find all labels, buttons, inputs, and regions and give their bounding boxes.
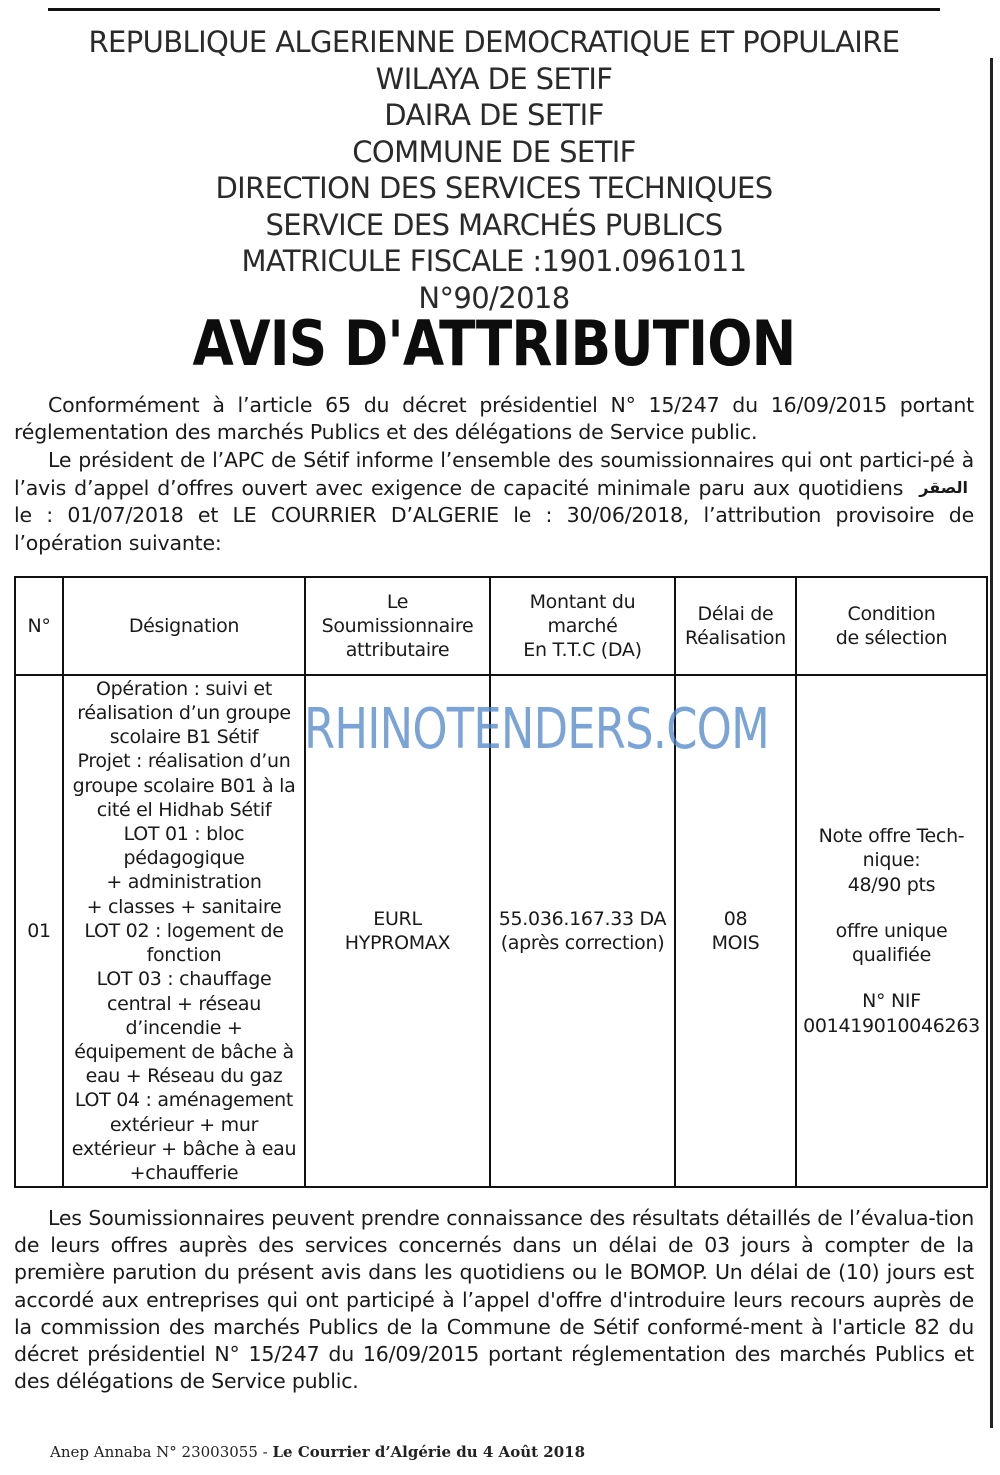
header-text: Délai de [697,602,774,625]
designation-line: extérieur + mur [109,1113,259,1136]
header-montant [490,577,675,675]
intro-text-part1: Le président de l’APC de Sétif informe l’ensemble des soumissionnaires qui ont partici-pé à l’avis d’appel d’offres ouvert avec exigence de capacité minimale paru aux quotidiens [14,448,974,501]
delay-value: 08 [723,907,748,930]
cell-condition [796,675,987,1187]
company-name: HYPROMAX [344,932,451,954]
designation-line: cité el Hidhab Sétif [96,798,272,821]
footer-newspaper: Le Courrier d’Algérie du 4 Août 2018 [272,1443,586,1461]
designation-line: fonction [146,944,222,967]
header-text: de sélection [835,627,948,649]
notice-number: N°90/2018 [418,280,570,315]
designation-line: LOT 03 : chauffage [96,968,272,991]
designation-line: central + réseau [107,992,261,1015]
intro-text: Conformément à l’article 65 du décret présidentiel N° 15/247 du 16/09/2015 portant réglementation des marchés Publics et des délégations de Service public. [14,393,974,445]
closing-text: Les Soumissionnaires peuvent prendre connaissance des résultats détaillés de l’évalua-tion de leurs offres auprès des services concernés dans un délai de 03 jours à compter de la première parution du présent avis dans les quotidiens ou le BOMOP. Un délai de (10) jours est accordé aux entreprises qui ont participé à l’appel d'offre d'introduire leurs recours auprès de la commission des marchés Publics de la Commune de Sétif conformé-ment à l'article 82 du décret présidentiel N° 15/247 du 16/09/2015 portant réglementation des marchés Publics et des délégations de Service public. [14,1206,974,1394]
header-line: SERVICE DES MARCHÉS PUBLICS [265,207,723,242]
designation-line: pédagogique [123,847,245,870]
header-text: Réalisation [685,627,786,649]
header-line: DIRECTION DES SERVICES TECHNIQUES [215,171,773,205]
attribution-table [14,576,988,1188]
designation-line: +chaufferie [129,1161,239,1184]
cell-designation [63,675,305,1187]
closing-paragraph [14,1205,974,1395]
condition-score: 48/90 pts [847,873,936,896]
publication-footer [50,1443,585,1461]
cell-number: 01 [15,675,63,1187]
amount-value: 55.036.167.33 DA [498,907,667,930]
designation-line: d’incendie + [125,1016,243,1039]
intro-text-part2: le : 01/07/2018 et LE COURRIER D’ALGERIE le : 30/06/2018, l’attribution provisoire de l’opération suivante: [14,503,974,555]
company-type: EURL [373,907,422,930]
header-text: Le [386,590,409,613]
header-line: WILAYA DE SETIF [375,61,613,96]
header-line: REPUBLIQUE ALGERIENNE DEMOCRATIQUE ET POPULAIRE [88,25,900,59]
header-number: N° [15,577,63,675]
right-rule [990,58,993,1428]
designation-line: eau + Réseau du gaz [85,1065,283,1088]
condition-line: Note offre Tech- [818,825,965,848]
designation-line: réalisation d’un groupe [77,702,291,725]
nif-label: N° NIF [862,990,921,1013]
designation-line: LOT 04 : aménagement [74,1089,294,1112]
arabic-newspaper-name: الصقر [919,478,968,498]
condition-line: offre unique [835,919,948,942]
designation-line: scolaire B1 Sétif [109,726,259,749]
header-condition [796,577,987,675]
amount-note: (après correction) [500,932,665,954]
condition-line: nique: [862,849,921,872]
footer-reference: Anep Annaba N° 23003055 - [50,1443,273,1461]
condition-line: qualifiée [852,944,931,967]
header-line: COMMUNE DE SETIF [352,134,636,169]
watermark: RHINOTENDERS.COM [304,697,769,762]
table-header-row [15,577,987,675]
delay-unit: MOIS [711,932,760,954]
header-line: MATRICULE FISCALE :1901.0961011 [241,244,747,278]
header-text: Montant du marché [529,590,636,637]
header-soumissionnaire [305,577,490,675]
designation-line: + classes + sanitaire [86,895,282,918]
designation-line: LOT 01 : bloc [123,823,245,846]
designation-line: + administration [106,871,262,894]
header-designation: Désignation [63,577,305,675]
header-text: Soumissionnaire [321,614,474,637]
designation-line: Projet : réalisation d’un [77,750,291,773]
intro-paragraph-announcement [14,447,974,557]
intro-paragraph-legal [14,392,974,446]
notice-title: AVIS D'ATTRIBUTION [192,307,796,380]
letterhead [0,24,988,316]
top-rule [48,8,940,11]
header-text: Condition [847,602,936,625]
designation-line: Opération : suivi et [96,677,272,700]
header-text: En T.T.C (DA) [523,639,642,662]
header-delai [675,577,796,675]
header-text: attributaire [345,639,450,662]
nif-number: 001419010046263 [803,1014,980,1037]
designation-line: LOT 02 : logement de [84,919,284,942]
designation-line: groupe scolaire B01 à la [72,774,296,797]
header-line: DAIRA DE SETIF [384,98,604,132]
designation-line: équipement de bâche à [74,1040,294,1063]
designation-line: extérieur + bâche à eau [71,1137,297,1160]
